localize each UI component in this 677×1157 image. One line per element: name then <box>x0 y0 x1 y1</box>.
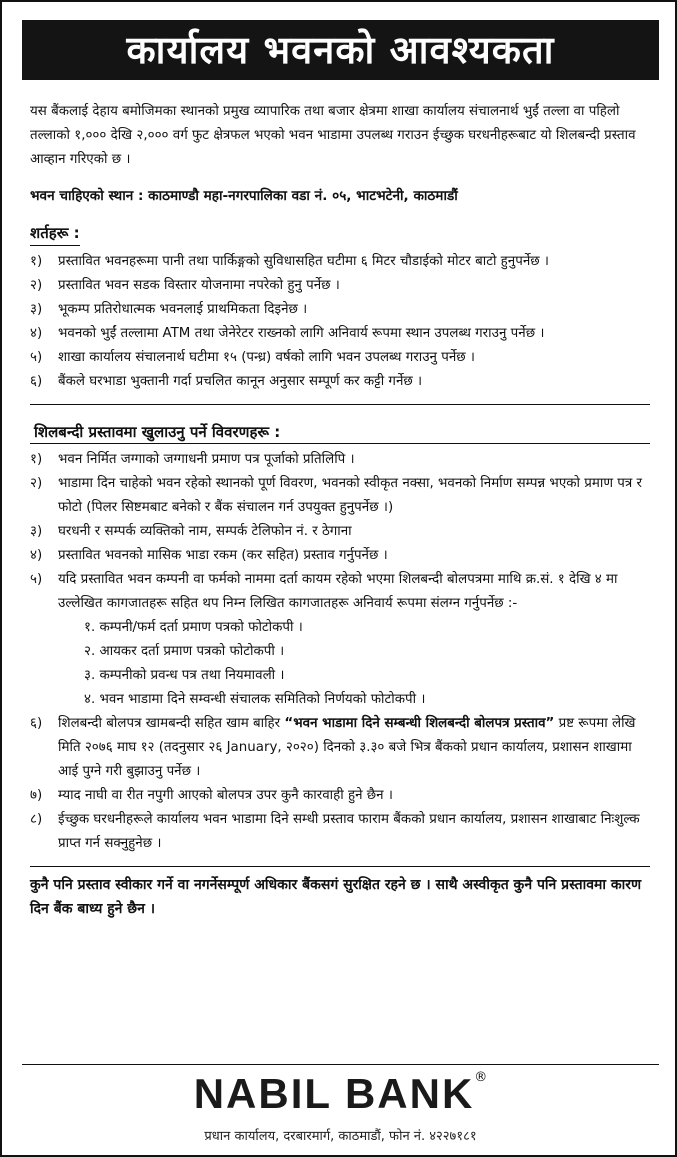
sub-item: १. कम्पनी/फर्म दर्ता प्रमाण पत्रको फोटोकपी । <box>84 620 303 635</box>
item-text: यदि प्रस्तावित भवन कम्पनी वा फर्मको नाममा दर्ता कायम रहेको भएमा शिलबन्दी बोलपत्रमा माथि क्र.सं. १ देखि ४ मा उल्लेखित कागजातहरू सहित थप निम्न लिखित कागजातहरू अनिवार्य रूपमा संलग्न गर्नुपर्नेछ :- <box>58 572 618 611</box>
item-text: प्रस्तावित भवनहरूमा पानी तथा पार्किङ्गको सुविधासहित घटीमा ६ मिटर चौडाईको मोटर बाटो हुनुपर्नेछ । <box>58 254 549 269</box>
intro-paragraph: यस बैंकलाई देहाय बमोजिमका स्थानको प्रमुख व्यापारिक तथा बजार क्षेत्रमा शाखा कार्यालय संचालनार्थ भुईं तल्ला वा पहिलो तल्लाको १,००० देखि २,००० वर्ग फुट क्षेत्रफल भएको भवन भाडामा उपलब्ध गराउन ईच्छुक घरधनीहरूबाट यो शिलबन्दी प्रस्ताव आव्हान गरिएको छ । <box>30 104 636 167</box>
list-item <box>30 568 650 616</box>
item-number: ४) <box>30 326 43 341</box>
list-item <box>30 298 650 322</box>
sub-item: २. आयकर दर्ता प्रमाण पत्रको फोटोकपी । <box>84 644 285 659</box>
conditions-heading: शर्तहरू : <box>30 222 80 246</box>
sub-item: ४. भवन भाडामा दिने सम्वन्धी संचालक समितिको निर्णयको फोटोकपी । <box>84 692 426 707</box>
location-line: भवन चाहिएको स्थान : काठमाण्डौ महा-नगरपालिका वडा नं. ०५, भाटभटेनी, काठमाडौं <box>30 188 458 204</box>
list-item <box>30 448 650 472</box>
item-text: भवनको भुईं तल्लामा ATM तथा जेनेरेटर राख्नको लागि अनिवार्य रूपमा स्थान उपलब्ध गराउनु पर्नेछ । <box>58 326 545 341</box>
conditions-list <box>30 250 650 394</box>
item-number: ५) <box>30 350 43 365</box>
list-item <box>30 250 650 274</box>
item-text-post: प्रष्ट रूपमा लेखि मिति २०७६ माघ १२ (तदनुसार २६ January, २०२०) दिनको ३.३० बजे भित्र बैंकको प्रधान कार्यालय, प्रशासन शाखामा आई पुग्ने गरी बुझाउनु पर्नेछ । <box>58 716 636 779</box>
item-number: ४) <box>30 548 43 563</box>
section-divider <box>30 404 650 405</box>
list-item <box>30 784 650 808</box>
details-list <box>30 448 650 856</box>
item-number: २) <box>30 476 43 491</box>
item-number: ७) <box>30 788 43 803</box>
item-text: शाखा कार्यालय संचालनार्थ घटीमा १५ (पन्ध्र) वर्षको लागि भवन उपलब्ध गराउनु पर्नेछ । <box>58 350 475 365</box>
closing-statement: कुनै पनि प्रस्ताव स्वीकार गर्ने वा नगर्नेसम्पूर्ण अधिकार बैंकसगं सुरक्षित रहने छ । साथै अस्वीकृत कुनै पनि प्रस्तावमा कारण दिन बैंक बाध्य हुने छैन । <box>30 877 642 917</box>
item-text-pre: शिलबन्दी बोलपत्र खामबन्दी सहित खाम बाहिर <box>58 716 285 731</box>
item-text: बैंकले घरभाडा भुक्तानी गर्दा प्रचलित कानून अनुसार सम्पूर्ण कर कट्टी गर्नेछ । <box>58 374 423 389</box>
list-item <box>30 712 650 784</box>
bank-logo-text: NABIL BANK <box>193 1070 475 1117</box>
item-number: ६) <box>30 374 43 389</box>
footer-divider <box>22 1064 659 1065</box>
item-text: प्रस्तावित भवन सडक विस्तार योजनामा नपरेको हुनु पर्नेछ । <box>58 278 340 293</box>
registered-mark: ® <box>474 1070 488 1085</box>
section-divider <box>30 866 650 867</box>
item-number: ३) <box>30 524 43 539</box>
item-text: प्रस्तावित भवनको मासिक भाडा रकम (कर सहित) प्रस्ताव गर्नुपर्नेछ । <box>58 548 388 563</box>
item-number: ५) <box>30 572 43 587</box>
details-heading: शिलबन्दी प्रस्तावमा खुलाउनु पर्ने विवरणहरू : <box>30 421 650 444</box>
item-text: ईच्छुक घरधनीहरूले कार्यालय भवन भाडामा दिने सम्धी प्रस्ताव फाराम बैंकको प्रधान कार्यालय, प्रशासन शाखाबाट निःशुल्क प्राप्त गर्न सक्नुहुनेछ । <box>58 812 640 851</box>
list-item <box>30 808 650 856</box>
list-item <box>30 370 650 394</box>
sub-item: ३. कम्पनीको प्रवन्ध पत्र तथा नियमावली । <box>84 668 285 683</box>
notice-title: कार्यालय भवनको आवश्यकता <box>22 20 659 80</box>
bank-logo <box>2 1070 677 1118</box>
envelope-label: “भवन भाडामा दिने सम्बन्धी शिलबन्दी बोलपत्र प्रस्ताव” <box>284 716 555 731</box>
list-item <box>30 274 650 298</box>
item-text: भाडामा दिन चाहेको भवन रहेको स्थानको पूर्ण विवरण, भवनको स्वीकृत नक्सा, भवनको निर्माण सम्पन्न भएको प्रमाण पत्र र फोटो (पिलर सिष्टमबाट बनेको र बैंक संचालन गर्न उपयुक्त हुनुपर्नेछ ।) <box>58 476 643 515</box>
list-item <box>30 346 650 370</box>
item-text: भूकम्प प्रतिरोधात्मक भवनलाई प्राथमिकता दिइनेछ । <box>58 302 308 317</box>
item-text: भवन निर्मित जग्गाको जग्गाधनी प्रमाण पत्र पूर्जाको प्रतिलिपि । <box>58 452 355 467</box>
list-item <box>30 520 650 544</box>
bank-address: प्रधान कार्यालय, दरबारमार्ग, काठमाडौं, फोन नं. ४२२७१८१ <box>204 1129 477 1144</box>
item-number: १) <box>30 452 43 467</box>
item-text: म्याद नाघी वा रीत नपुगी आएको बोलपत्र उपर कुनै कारवाही हुने छैन । <box>58 788 393 803</box>
list-item <box>30 544 650 568</box>
list-item <box>30 472 650 520</box>
notice-body <box>30 100 650 935</box>
item-number: ६) <box>30 716 43 731</box>
item-text: घरधनी र सम्पर्क व्यक्तिको नाम, सम्पर्क टेलिफोन नं. र ठेगाना <box>58 524 352 539</box>
item-text <box>58 712 650 784</box>
item-number: १) <box>30 254 43 269</box>
item-number: ३) <box>30 302 43 317</box>
list-item <box>30 322 650 346</box>
item-number: २) <box>30 278 43 293</box>
item-number: ८) <box>30 812 43 827</box>
